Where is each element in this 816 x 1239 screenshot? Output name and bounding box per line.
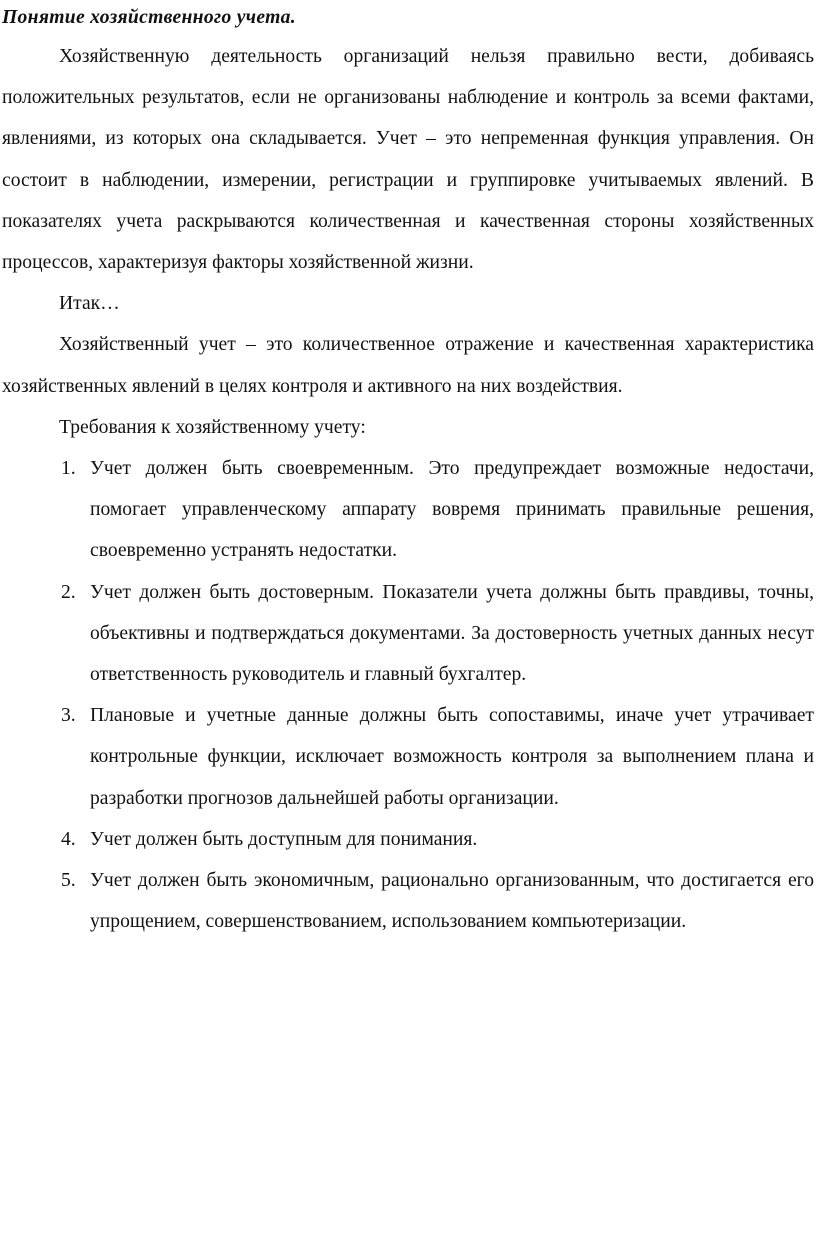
document-title: Понятие хозяйственного учета. bbox=[2, 7, 296, 28]
list-item bbox=[2, 860, 814, 942]
list-item bbox=[2, 572, 814, 696]
list-item bbox=[2, 695, 814, 819]
list-item-number: 2. bbox=[61, 581, 76, 603]
requirements-list bbox=[2, 448, 814, 942]
paragraph-itak: Итак… bbox=[59, 293, 120, 315]
paragraph-intro: Хозяйственную деятельность организаций нельзя правильно вести, добиваясь положительных результатов, если не организованы наблюдение и контроль за всеми фактами, явлениями, из которых она складывается. Учет – это непременная функция управления. Он состоит в наблюдении, измерении, регистрации и группировке учитываемых явлений. В показателях учета раскрываются количественная и качественная стороны хозяйственных процессов, характеризуя факторы хозяйственной жизни. bbox=[2, 46, 814, 274]
list-item-number: 3. bbox=[61, 705, 76, 727]
paragraph-definition: Хозяйственный учет – это количественное отражение и качественная характеристика хозяйственных явлений в целях контроля и активного на них воздействия. bbox=[2, 334, 814, 397]
list-item-number: 1. bbox=[61, 458, 76, 480]
list-item bbox=[2, 448, 814, 572]
list-item-text: Учет должен быть экономичным, рационально организованным, что достигается его упрощением, совершенствованием, использованием компьютеризации. bbox=[90, 870, 814, 933]
list-item-text: Учет должен быть достоверным. Показатели учета должны быть правдивы, точны, объективны и подтверждаться документами. За достоверность учетных данных несут ответственность руководитель и главный бухгалтер. bbox=[90, 581, 814, 686]
list-item bbox=[2, 819, 814, 860]
list-item-text: Учет должен быть доступным для понимания. bbox=[90, 828, 478, 850]
list-item-number: 5. bbox=[61, 870, 76, 892]
list-item-text: Плановые и учетные данные должны быть сопоставимы, иначе учет утрачивает контрольные функции, исключает возможность контроля за выполнением плана и разработки прогнозов дальнейшей работы организации. bbox=[90, 705, 814, 809]
list-item-text: Учет должен быть своевременным. Это предупреждает возможные недостачи, помогает управленческому аппарату вовремя принимать правильные решения, своевременно устранять недостатки. bbox=[90, 458, 814, 562]
requirements-heading: Требования к хозяйственному учету: bbox=[59, 416, 366, 438]
list-item-number: 4. bbox=[61, 828, 76, 850]
